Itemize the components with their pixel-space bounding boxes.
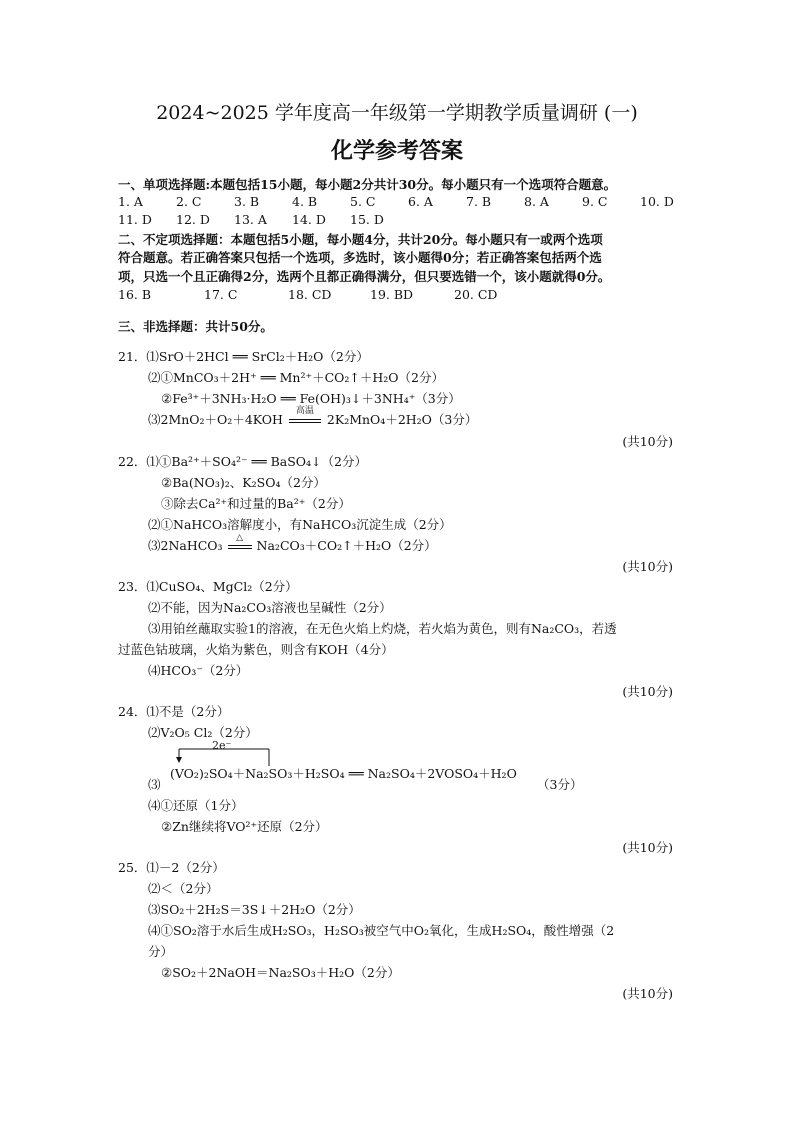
document-subtitle: 化学参考答案: [330, 138, 463, 164]
q25-line6: ②SO₂＋2NaOH＝Na₂SO₃＋H₂O（2分）: [161, 965, 400, 980]
q22-line2: ②Ba(NO₃)₂、K₂SO₄（2分）: [161, 475, 326, 490]
section1-heading: 一、单项选择题:本题包括15小题，每小题2分共计30分。每小题只有一个选项符合题意。: [118, 177, 617, 192]
answer-item: 12. D: [176, 212, 210, 227]
q22-line3: ③除去Ca²⁺和过量的Ba²⁺（2分）: [161, 496, 351, 511]
q22-line4: ⑵①NaHCO₃溶解度小，有NaHCO₃沉淀生成（2分）: [148, 517, 452, 532]
q22-line5: [148, 533, 437, 555]
section2-heading-line3: 项，只选一个且正确得2分，选两个且都正确得满分，但只要选错一个，该小题就得0分。: [118, 269, 611, 284]
answer-item: 2. C: [176, 194, 202, 209]
q22-reactants: ⑶2NaHCO₃: [148, 538, 223, 553]
q21-total-score: (共10分): [622, 434, 673, 449]
section2-heading-line2: 符合题意。若正确答案只包括一个选项，多选时，该小题得0分；若正确答案包括两个选: [118, 250, 602, 265]
q22-products: Na₂CO₃＋CO₂↑＋H₂O（2分）: [256, 538, 437, 553]
answer-item: 5. C: [350, 194, 376, 209]
q23-line4: 过蓝色钴玻璃，火焰为紫色，则含有KOH（4分）: [118, 642, 394, 657]
answer-item: 8. A: [524, 194, 549, 209]
q24-total-score: (共10分): [622, 840, 673, 855]
condition-label: 高温: [295, 406, 314, 416]
q25-line1: 25．⑴－2（2分）: [118, 860, 225, 875]
q21-line2: ⑵①MnCO₃＋2H⁺ ══ Mn²⁺＋CO₂↑＋H₂O（2分）: [148, 370, 444, 385]
q25-line2: ⑵＜（2分）: [148, 881, 219, 896]
answer-item: 3. B: [234, 194, 260, 209]
answer-item: 13. A: [234, 212, 267, 227]
q23-line2: ⑵不能，因为Na₂CO₃溶液也呈碱性（2分）: [148, 600, 392, 615]
answer-item: 16. B: [118, 287, 152, 302]
answer-item: 6. A: [408, 194, 433, 209]
answer-item: 11. D: [118, 212, 152, 227]
answer-item: 15. D: [350, 212, 384, 227]
q22-line1: 22．⑴①Ba²⁺＋SO₄²⁻ ══ BaSO₄↓（2分）: [118, 454, 367, 469]
q24-line2: ⑵V₂O₅ Cl₂（2分）: [148, 725, 258, 740]
q25-line3: ⑶SO₂＋2H₂S＝3S↓＋2H₂O（2分）: [148, 902, 361, 917]
answer-item: 17. C: [204, 287, 238, 302]
answer-item: 7. B: [466, 194, 492, 209]
answer-item: 10. D: [640, 194, 674, 209]
q23-line1: 23．⑴CuSO₄、MgCl₂（2分）: [118, 579, 298, 594]
electron-count-label: 2e⁻: [212, 739, 232, 752]
condition-label: △: [236, 533, 244, 543]
q21-line4: [148, 406, 478, 429]
q25-total-score: (共10分): [622, 986, 673, 1001]
q25-line4: ⑷①SO₂溶于水后生成H₂SO₃，H₂SO₃被空气中O₂氧化，生成H₂SO₄，酸性增强（2: [148, 923, 615, 938]
q21-products: 2K₂MnO₄＋2H₂O（3分）: [326, 412, 478, 427]
q21-line3: ②Fe³⁺＋3NH₃·H₂O ══ Fe(OH)₃↓＋3NH₄⁺（3分）: [161, 391, 461, 406]
answer-item: 19. BD: [370, 287, 414, 302]
answer-item: 9. C: [582, 194, 608, 209]
q24-line1: 24．⑴不是（2分）: [118, 704, 230, 719]
q25-line5: 分）: [148, 944, 174, 959]
section2-heading-line1: 二、不定项选择题：本题包括5小题，每小题4分，共计20分。每小题只有一或两个选项: [118, 232, 603, 247]
q23-total-score: (共10分): [622, 684, 673, 699]
answer-item: 20. CD: [454, 287, 498, 302]
document-title: 2024~2025 学年度高一年级第一学期教学质量调研 (一): [156, 102, 638, 124]
q21-line1: 21．⑴SrO＋2HCl ══ SrCl₂＋H₂O（2分）: [118, 349, 369, 364]
answer-item: 18. CD: [288, 287, 332, 302]
q24-line3-equation: (VO₂)₂SO₄＋Na₂SO₃＋H₂SO₄ ══ Na₂SO₄＋2VOSO₄＋H₂O: [170, 766, 517, 781]
answer-item: 1. A: [118, 194, 143, 209]
answer-item: 14. D: [292, 212, 326, 227]
q21-reactants: ⑶2MnO₂＋O₂＋4KOH: [148, 412, 283, 427]
q24-line5: ②Zn继续将VO²⁺还原（2分）: [161, 819, 328, 834]
q24-line3-number: ⑶: [148, 777, 161, 792]
q23-line5: ⑷HCO₃⁻（2分）: [148, 663, 249, 678]
q24-line3-score: （3分）: [537, 777, 583, 792]
q23-line3: ⑶用铂丝蘸取实验1的溶液，在无色火焰上灼烧，若火焰为黄色，则有Na₂CO₃，若透: [148, 621, 617, 636]
q22-total-score: (共10分): [622, 559, 673, 574]
q24-line4: ⑷①还原（1分）: [148, 798, 244, 813]
answer-item: 4. B: [292, 194, 318, 209]
section3-heading: 三、非选择题：共计50分。: [118, 319, 273, 334]
